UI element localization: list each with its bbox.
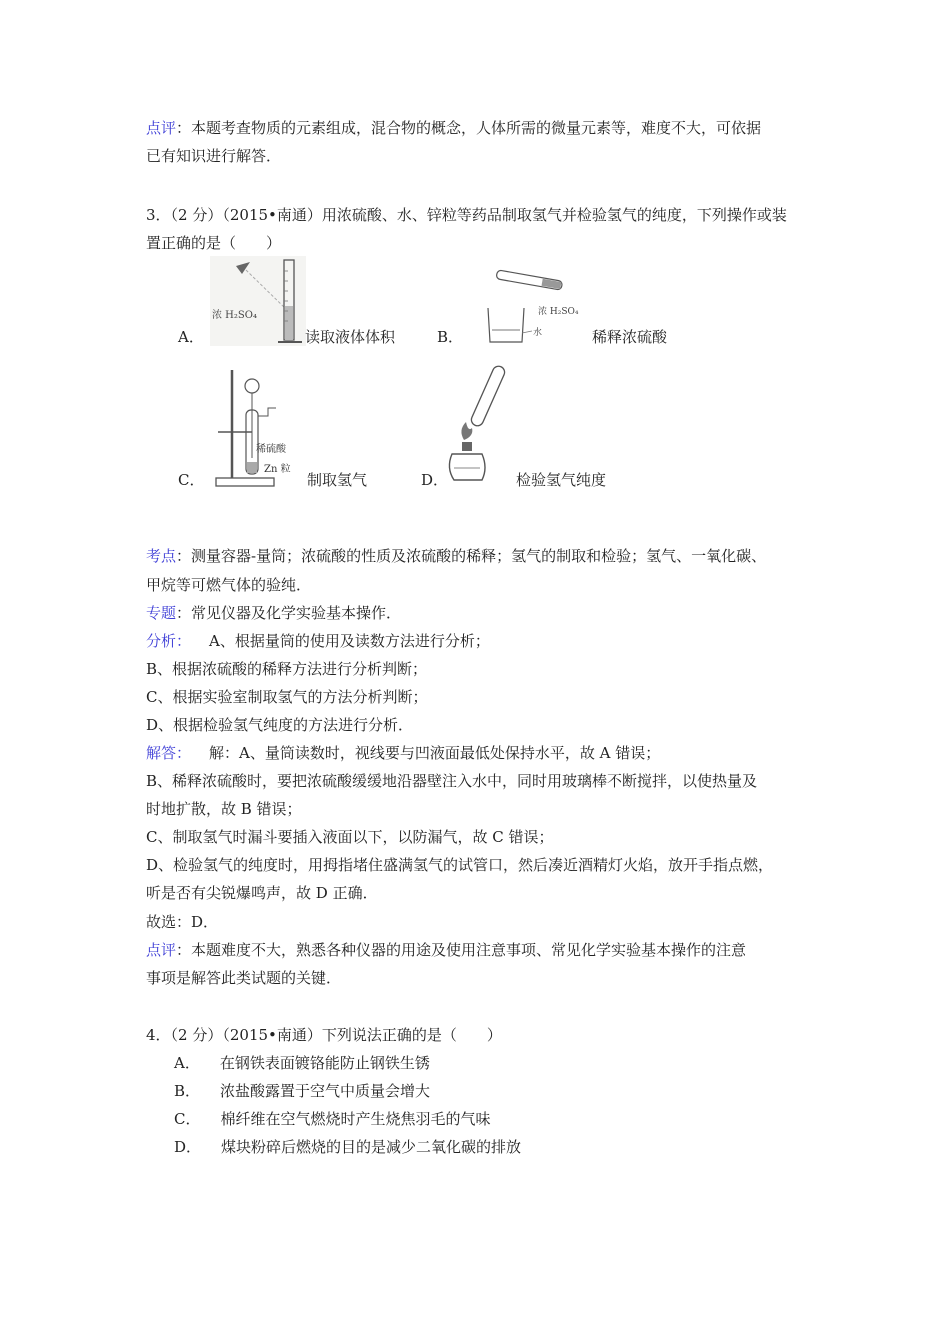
fenxi-line3: C、根据实验室制取氢气的方法分析判断；: [146, 688, 428, 706]
fenxi-line2: B、根据浓硫酸的稀释方法进行分析判断；: [146, 660, 428, 678]
jieda-line4: C、制取氢气时漏斗要插入液面以下，以防漏气，故 C 错误；: [146, 828, 554, 846]
q3-review-line2: 事项是解答此类试题的关键．: [146, 969, 342, 987]
q3-review-line1: 点评：本题难度不大，熟悉各种仪器的用途及使用注意事项、常见化学实验基本操作的注意: [146, 941, 747, 959]
alcohol-lamp-figure: [444, 362, 508, 488]
q3-stem-line2: 置正确的是（ ）: [146, 234, 282, 252]
q3-option-d-text: 检验氢气纯度: [516, 471, 607, 489]
beaker-dilution-figure: [482, 268, 579, 346]
kaodian-line1: 考点：测量容器-量筒；浓硫酸的性质及浓硫酸的稀释；氢气的制取和检验；氢气、一氧化碳、: [146, 547, 767, 565]
fig-b-label-acid: 浓 H₂SO₄: [538, 307, 579, 317]
kaodian-line2: 甲烷等可燃气体的验纯．: [146, 576, 312, 594]
q3-option-c-letter: C．: [178, 471, 205, 489]
fenxi-line1: 分析： A、根据量筒的使用及读数方法进行分析；: [146, 632, 490, 650]
q4-option-d: D． 煤块粉碎后燃烧的目的是减少二氧化碳的排放: [174, 1138, 522, 1156]
fig-c-label-zinc: Zn 粒: [264, 464, 291, 475]
jieda-line5: D、检验氢气的纯度时，用拇指堵住盛满氢气的试管口，然后凑近酒精灯火焰，放开手指点燃，: [146, 856, 774, 874]
jieda-line6: 听是否有尖锐爆鸣声，故 D 正确．: [146, 884, 378, 902]
fig-a-label: 浓 H₂SO₄: [212, 310, 257, 321]
fenxi-line4: D、根据检验氢气纯度的方法进行分析．: [146, 716, 414, 734]
q3-option-a-letter: A．: [178, 328, 204, 346]
answer-line: 故选：D．: [146, 913, 219, 931]
q3-option-b-letter: B．: [437, 328, 464, 346]
q3-option-c-text: 制取氢气: [307, 471, 368, 489]
q3-stem-line1: 3．（2 分）（2015•南通）用浓硫酸、水、锌粒等药品制取氢气并检验氢气的纯度，下列操作或装: [146, 206, 787, 224]
jieda-line2: B、稀释浓硫酸时，要把浓硫酸缓缓地沿器壁注入水中，同时用玻璃棒不断搅拌，以使热量及: [146, 772, 758, 790]
q4-option-c: C． 棉纤维在空气燃烧时产生烧焦羽毛的气味: [174, 1110, 491, 1128]
jieda-tag: 解答：: [146, 744, 192, 762]
q4-option-b: B． 浓盐酸露置于空气中质量会增大: [174, 1082, 431, 1100]
zhuanti-line: 专题：常见仪器及化学实验基本操作．: [146, 604, 402, 622]
review-tag: 点评: [146, 119, 177, 137]
q3-option-d-letter: D．: [421, 471, 449, 489]
kaodian-tag: 考点: [146, 547, 177, 565]
q2-review-line2: 已有知识进行解答．: [146, 147, 282, 165]
fig-c-label-acid: 稀硫酸: [256, 444, 286, 455]
review-tag: 点评: [146, 941, 177, 959]
q3-option-a-text: 读取液体体积: [305, 328, 396, 346]
jieda-line1: 解答： 解：A、量筒读数时，视线要与凹液面最低处保持水平，故 A 错误；: [146, 744, 661, 762]
zhuanti-tag: 专题: [146, 604, 177, 622]
q4-stem: 4．（2 分）（2015•南通）下列说法正确的是（ ）: [146, 1026, 502, 1044]
q4-option-a: A． 在钢铁表面镀铬能防止钢铁生锈: [174, 1054, 430, 1072]
q3-option-b-text: 稀释浓硫酸: [592, 328, 668, 346]
graduated-cylinder-figure: [210, 256, 306, 346]
hydrogen-apparatus-figure: [212, 366, 304, 488]
jieda-line3: 时地扩散，故 B 错误；: [146, 800, 302, 818]
q2-review-line1: 点评：本题考查物质的元素组成，混合物的概念，人体所需的微量元素等，难度不大，可依据: [146, 119, 762, 137]
fenxi-tag: 分析：: [146, 632, 192, 650]
fig-b-label-water: 水: [533, 328, 543, 338]
